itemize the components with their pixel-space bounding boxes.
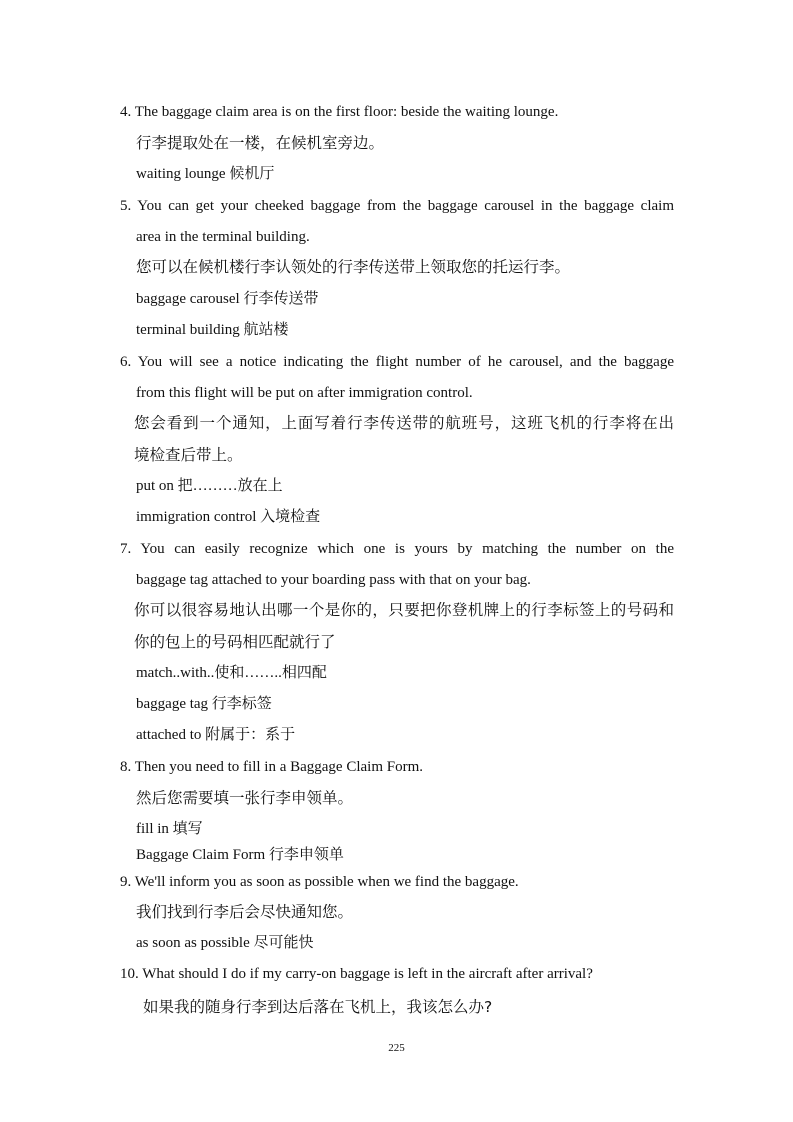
vocab-6-2: immigration control 入境检查 xyxy=(136,509,321,525)
sentence-8: 8. Then you need to fill in a Baggage Claim Form. xyxy=(120,759,424,775)
translation-6-line-2: 境检查后带上。 xyxy=(134,446,243,464)
sentence-9: 9. We'll inform you as soon as possible when we find the baggage. xyxy=(120,874,519,890)
translation-5: 您可以在候机楼行李认领处的行李传送带上领取您的托运行李。 xyxy=(136,258,571,276)
vocab-7-3: attached to 附属于：系于 xyxy=(136,727,296,743)
sentence-10: 10. What should I do if my carry-on baggage is left in the aircraft after arrival? xyxy=(120,966,593,982)
translation-9: 我们找到行李后会尽快通知您。 xyxy=(136,903,354,921)
translation-4: 行李提取处在一楼，在候机室旁边。 xyxy=(136,134,385,152)
vocab-7-2: baggage tag 行李标签 xyxy=(136,696,272,712)
page-number: 225 xyxy=(388,1042,405,1054)
sentence-5-line-1: 5. You can get your cheeked baggage from the baggage carousel in the baggage claim xyxy=(120,198,674,214)
vocab-4-1: waiting lounge 候机厅 xyxy=(136,166,275,182)
translation-8: 然后您需要填一张行李申领单。 xyxy=(136,789,354,807)
sentence-5-line-2: area in the terminal building. xyxy=(136,229,310,245)
vocab-8-2: Baggage Claim Form 行李申领单 xyxy=(136,847,344,863)
translation-7-line-2: 你的包上的号码相匹配就行了 xyxy=(134,633,336,651)
sentence-7-line-2: baggage tag attached to your boarding pass with that on your bag. xyxy=(136,572,531,588)
sentence-6-line-2: from this flight will be put on after immigration control. xyxy=(136,385,473,401)
translation-6-line-1: 您会看到一个通知，上面写着行李传送带的航班号，这班飞机的行李将在出 xyxy=(134,414,674,432)
sentence-7-line-1: 7. You can easily recognize which one is yours by matching the number on the xyxy=(120,541,674,557)
sentence-4: 4. The baggage claim area is on the first floor: beside the waiting lounge. xyxy=(120,104,559,120)
vocab-8-1: fill in 填写 xyxy=(136,821,203,837)
translation-10: 如果我的随身行李到达后落在飞机上，我该怎么办? xyxy=(143,998,493,1016)
vocab-7-1: match..with..使和……..相四配 xyxy=(136,665,327,681)
sentence-6-line-1: 6. You will see a notice indicating the flight number of he carousel, and the baggage xyxy=(120,354,674,370)
vocab-9-1: as soon as possible 尽可能快 xyxy=(136,935,314,951)
vocab-5-2: terminal building 航站楼 xyxy=(136,322,289,338)
translation-7-line-1: 你可以很容易地认出哪一个是你的，只要把你登机牌上的行李标签上的号码和 xyxy=(134,601,674,619)
vocab-6-1: put on 把………放在上 xyxy=(136,478,283,494)
vocab-5-1: baggage carousel 行李传送带 xyxy=(136,291,319,307)
